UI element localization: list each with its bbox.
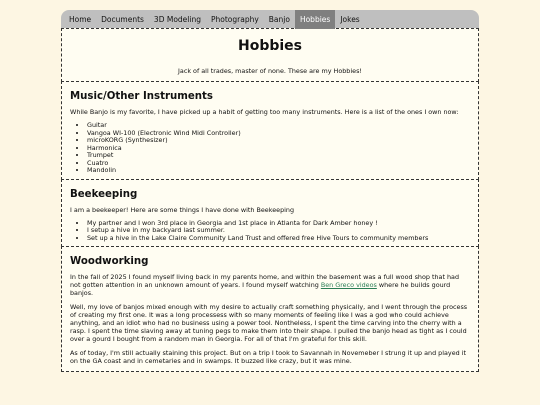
page-tagline: Jack of all trades, master of none. These are my Hobbies! xyxy=(178,67,362,75)
woodworking-paragraph-2: Well, my love of banjos mixed enough with my desire to actually craft something physically, and I went through the process of creating my first one. It was a long processess with so many moments of feeling like I was a god who could achieve anything, and an idiot who had no business using a power tool. Nontheless, I spent the time carving into the cherry with a rasp. I spent the time slaving away at tuning pegs to make them into their shape. I pulled the banjo head as tight as I could over a gourd I bought from a random man in Georgia. For all of that I'm grateful for this skill. xyxy=(70,303,468,343)
ben-greco-link[interactable]: Ben Greco videos xyxy=(320,281,377,289)
list-item: • Mandolin xyxy=(87,167,470,175)
beekeeping-heading: Beekeeping xyxy=(70,188,138,200)
nav-3d-modeling[interactable]: 3D Modeling xyxy=(153,15,201,24)
music-intro: While Banjo is my favorite, I have picked up a habit of getting too many instruments. Here is a list of the ones I own now: xyxy=(70,108,459,116)
woodworking-heading: Woodworking xyxy=(70,256,149,267)
beekeeping-intro: I am a beekeeper! Here are some things I have done with Beekeeping xyxy=(70,205,295,214)
woodworking-section xyxy=(61,246,479,372)
page-wrapper xyxy=(61,10,479,372)
beekeeping-list xyxy=(70,220,470,243)
nav-photography[interactable]: Photography xyxy=(210,15,259,24)
nav-documents[interactable]: Documents xyxy=(101,15,144,24)
list-item: • I setup a hive in my backyard last summer. xyxy=(87,227,470,235)
nav-banjo[interactable]: Banjo xyxy=(268,15,290,24)
list-item: • microKORG (Synthesizer) xyxy=(87,137,470,145)
header-section xyxy=(61,28,479,82)
list-item: • Cuatro xyxy=(87,160,470,168)
music-section xyxy=(61,81,479,180)
instrument-list xyxy=(70,122,470,175)
music-heading: Music/Other Instruments xyxy=(70,91,213,102)
list-item: • Guitar xyxy=(87,122,470,130)
list-item: • Vangoa WI-100 (Electronic Wind Midi Controller) xyxy=(87,130,470,138)
nav-home[interactable]: Home xyxy=(69,15,92,24)
nav-jokes[interactable]: Jokes xyxy=(340,15,360,24)
paragraph-text: In the fall of 2025 I found myself living back in my parents home, and within the basement was a full wood shop that had not gotten attention in an unknown amount of years. I found myself watching xyxy=(70,273,460,289)
beekeeping-section xyxy=(61,179,479,248)
list-item: • Set up a hive in the Lake Claire Community Land Trust and offered free Hive Tours to community members xyxy=(87,235,470,243)
list-item: • Harmonica xyxy=(87,145,470,153)
woodworking-paragraph-3: As of today, I'm still actually staining this project. But on a trip I took to Savannah in Novemeber I strung it up and played it on the GA coast and in cemetaries and in swamps. It buzzed like crazy, but it was mine. xyxy=(70,349,467,365)
list-item: • Trumpet xyxy=(87,152,470,160)
top-nav xyxy=(61,10,479,29)
woodworking-paragraph-1 xyxy=(70,273,470,297)
paragraph-text: where he builds gourd banjos. xyxy=(70,281,451,297)
list-item: • My partner and I won 3rd place in Georgia and 1st place in Atlanta for Dark Amber honey ! xyxy=(87,220,470,228)
page-title: Hobbies xyxy=(237,38,302,54)
nav-hobbies[interactable]: Hobbies xyxy=(295,10,335,29)
